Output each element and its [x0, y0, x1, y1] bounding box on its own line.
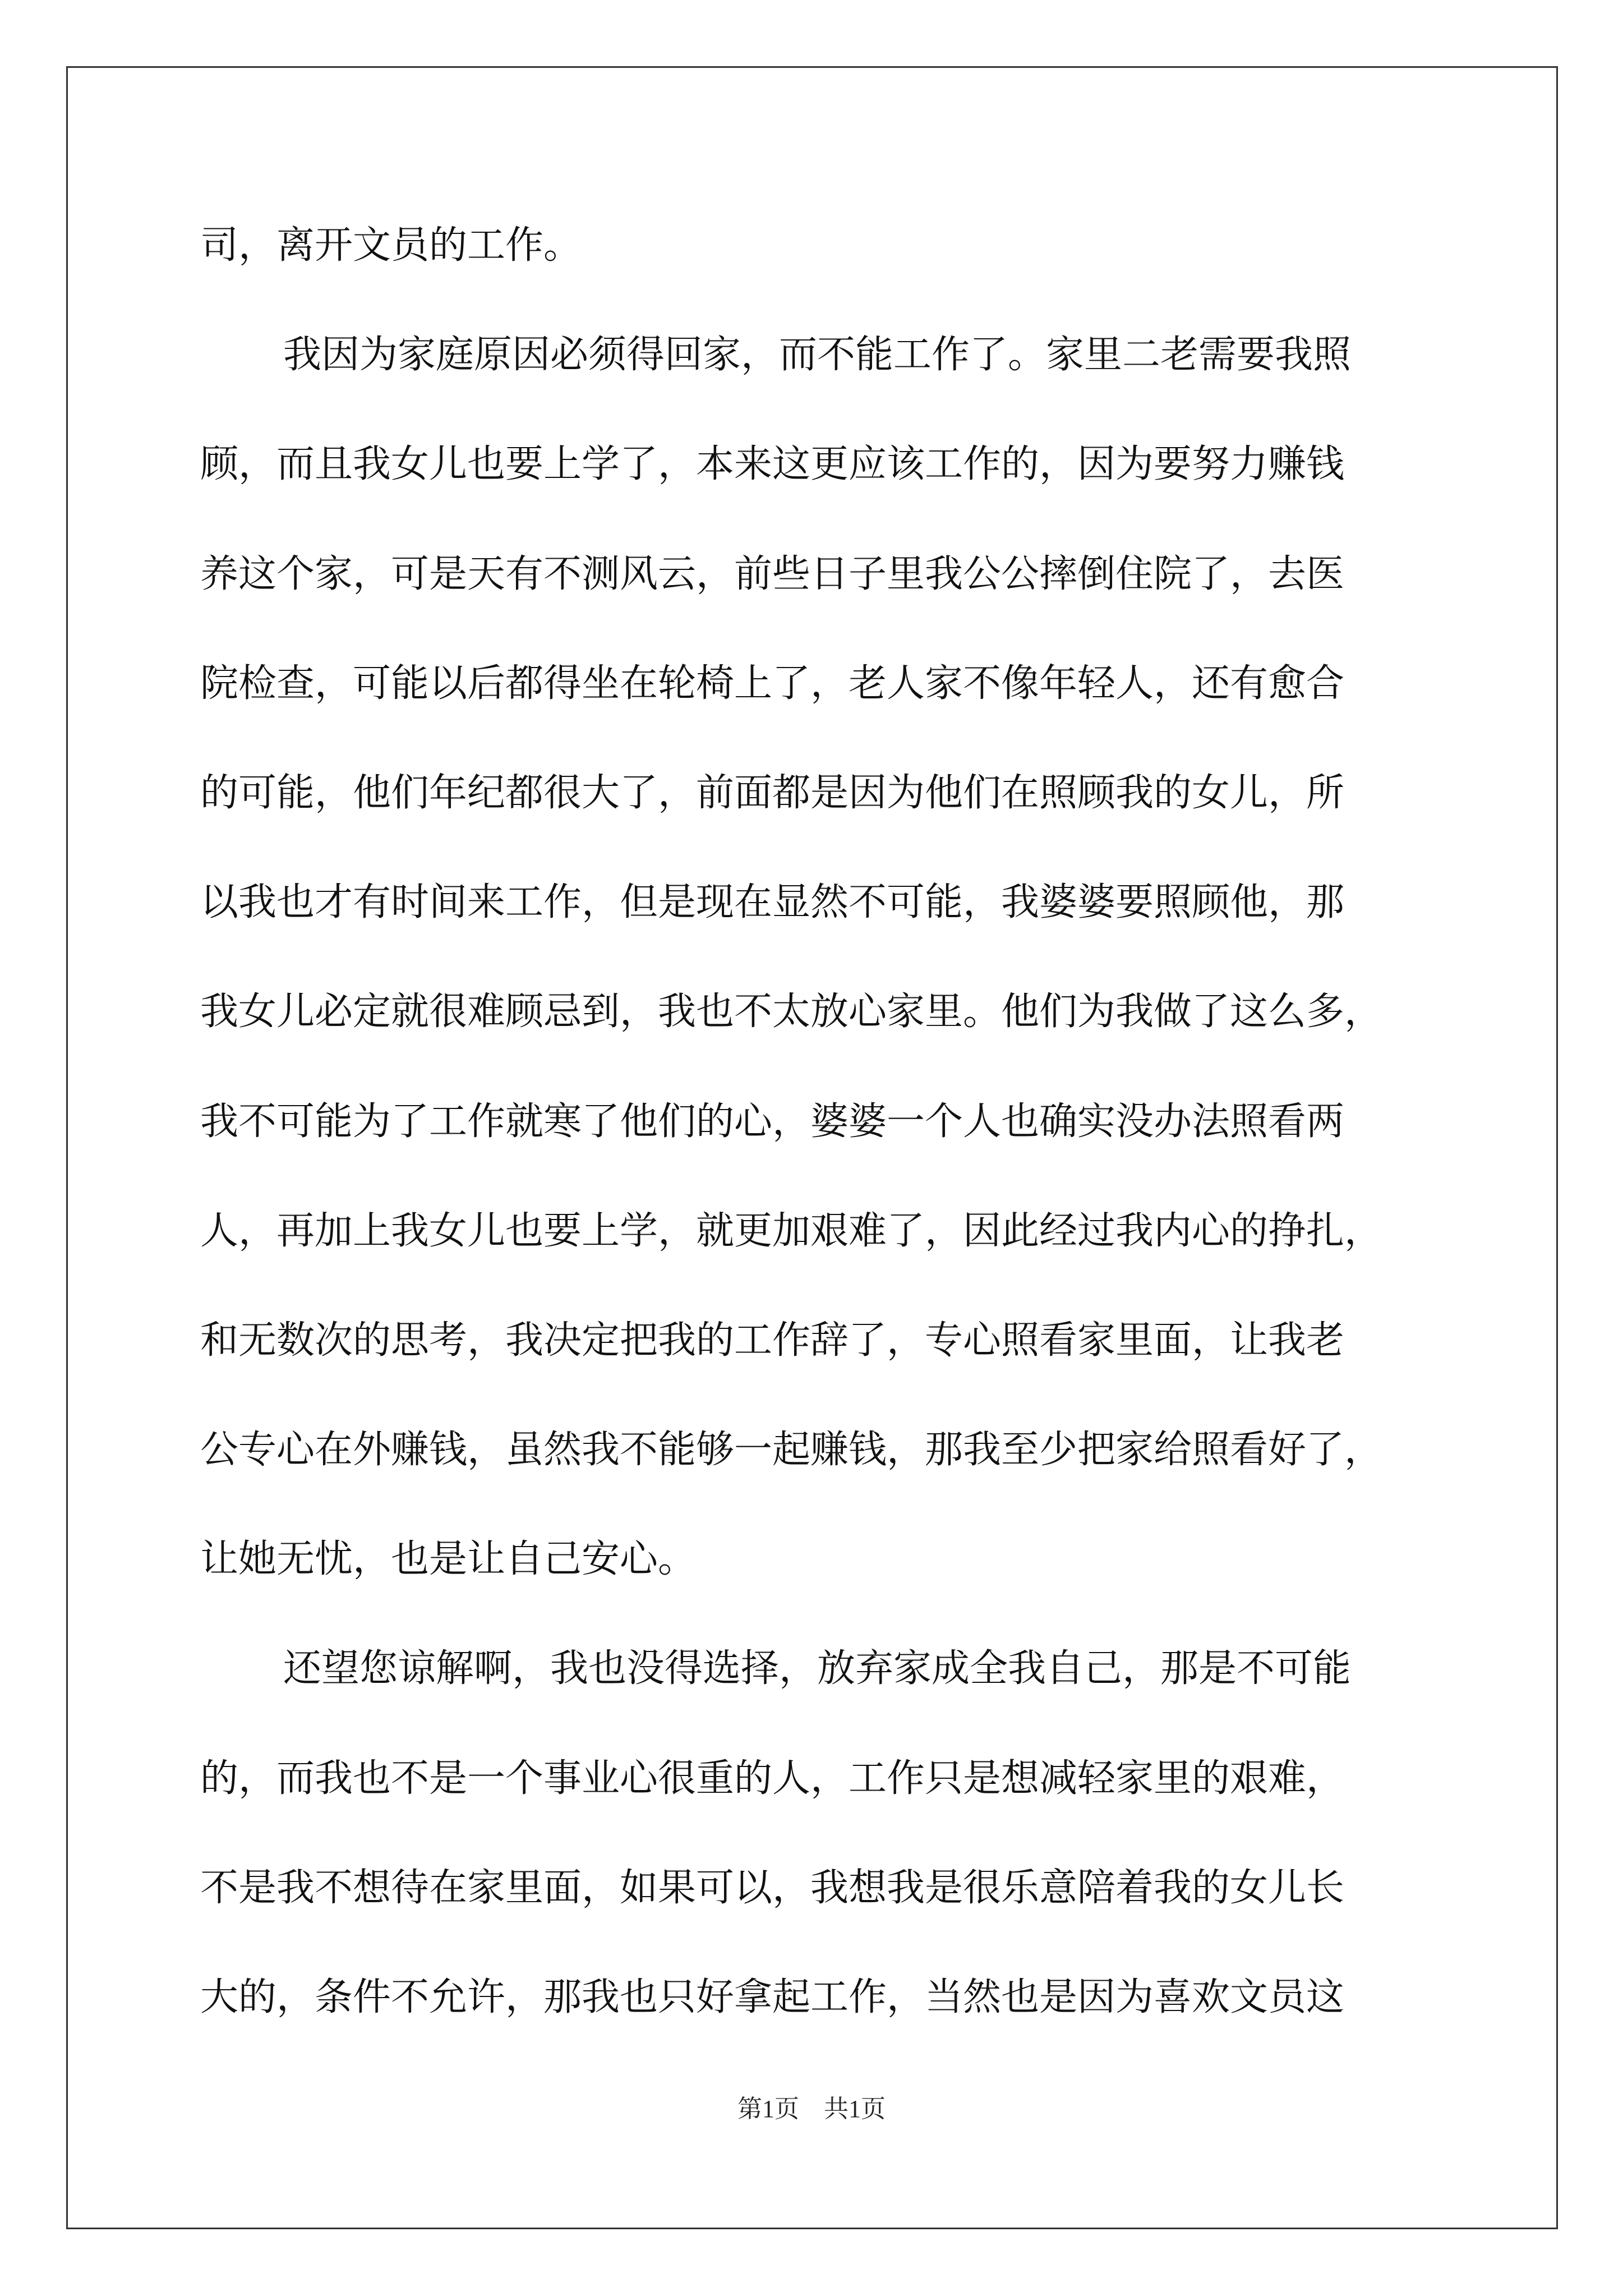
text-line: 我因为家庭原因必须得回家，而不能工作了。家里二老需要我照	[283, 333, 1352, 378]
text-line: 养这个家，可是天有不测风云，前些日子里我公公摔倒住院了，去医	[200, 551, 1345, 596]
page-number-footer: 第1页 共1页	[737, 2095, 886, 2123]
text-line: 还望您谅解啊，我也没得选择，放弃家成全我自己，那是不可能	[283, 1646, 1352, 1691]
text-line: 人，再加上我女儿也要上学，就更加艰难了，因此经过我内心的挣扎，	[200, 1208, 1383, 1253]
text-line: 大的，条件不允许，那我也只好拿起工作，当然也是因为喜欢文员这	[200, 1975, 1345, 2019]
text-line: 和无数次的思考，我决定把我的工作辞了，专心照看家里面，让我老	[200, 1318, 1345, 1363]
text-line: 的，而我也不是一个事业心很重的人，工作只是想减轻家里的艰难，	[200, 1756, 1345, 1801]
text-line: 让她无忧，也是让自己安心。	[200, 1537, 697, 1582]
text-line: 司，离开文员的工作。	[200, 223, 582, 268]
text-line: 我女儿必定就很难顾忌到，我也不太放心家里。他们为我做了这么多，	[200, 990, 1383, 1034]
text-line: 顾，而且我女儿也要上学了，本来这更应该工作的，因为要努力赚钱	[200, 442, 1345, 487]
text-line: 不是我不想待在家里面，如果可以，我想我是很乐意陪着我的女儿长	[200, 1865, 1345, 1910]
text-line: 以我也才有时间来工作，但是现在显然不可能，我婆婆要照顾他，那	[200, 880, 1345, 925]
text-line: 我不可能为了工作就寒了他们的心，婆婆一个人也确实没办法照看两	[200, 1099, 1345, 1144]
text-line: 的可能，他们年纪都很大了，前面都是因为他们在照顾我的女儿，所	[200, 770, 1345, 815]
document-body	[200, 191, 1431, 2052]
text-line: 院检查，可能以后都得坐在轮椅上了，老人家不像年轻人，还有愈合	[200, 661, 1345, 706]
text-line: 公专心在外赚钱，虽然我不能够一起赚钱，那我至少把家给照看好了，	[200, 1428, 1383, 1473]
